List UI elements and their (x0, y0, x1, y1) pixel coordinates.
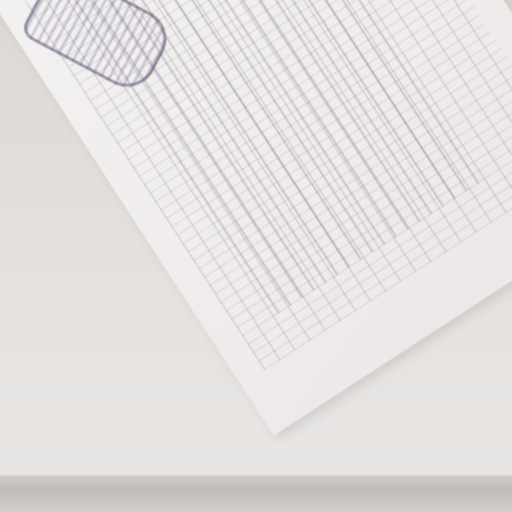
table-edge (0, 476, 512, 512)
